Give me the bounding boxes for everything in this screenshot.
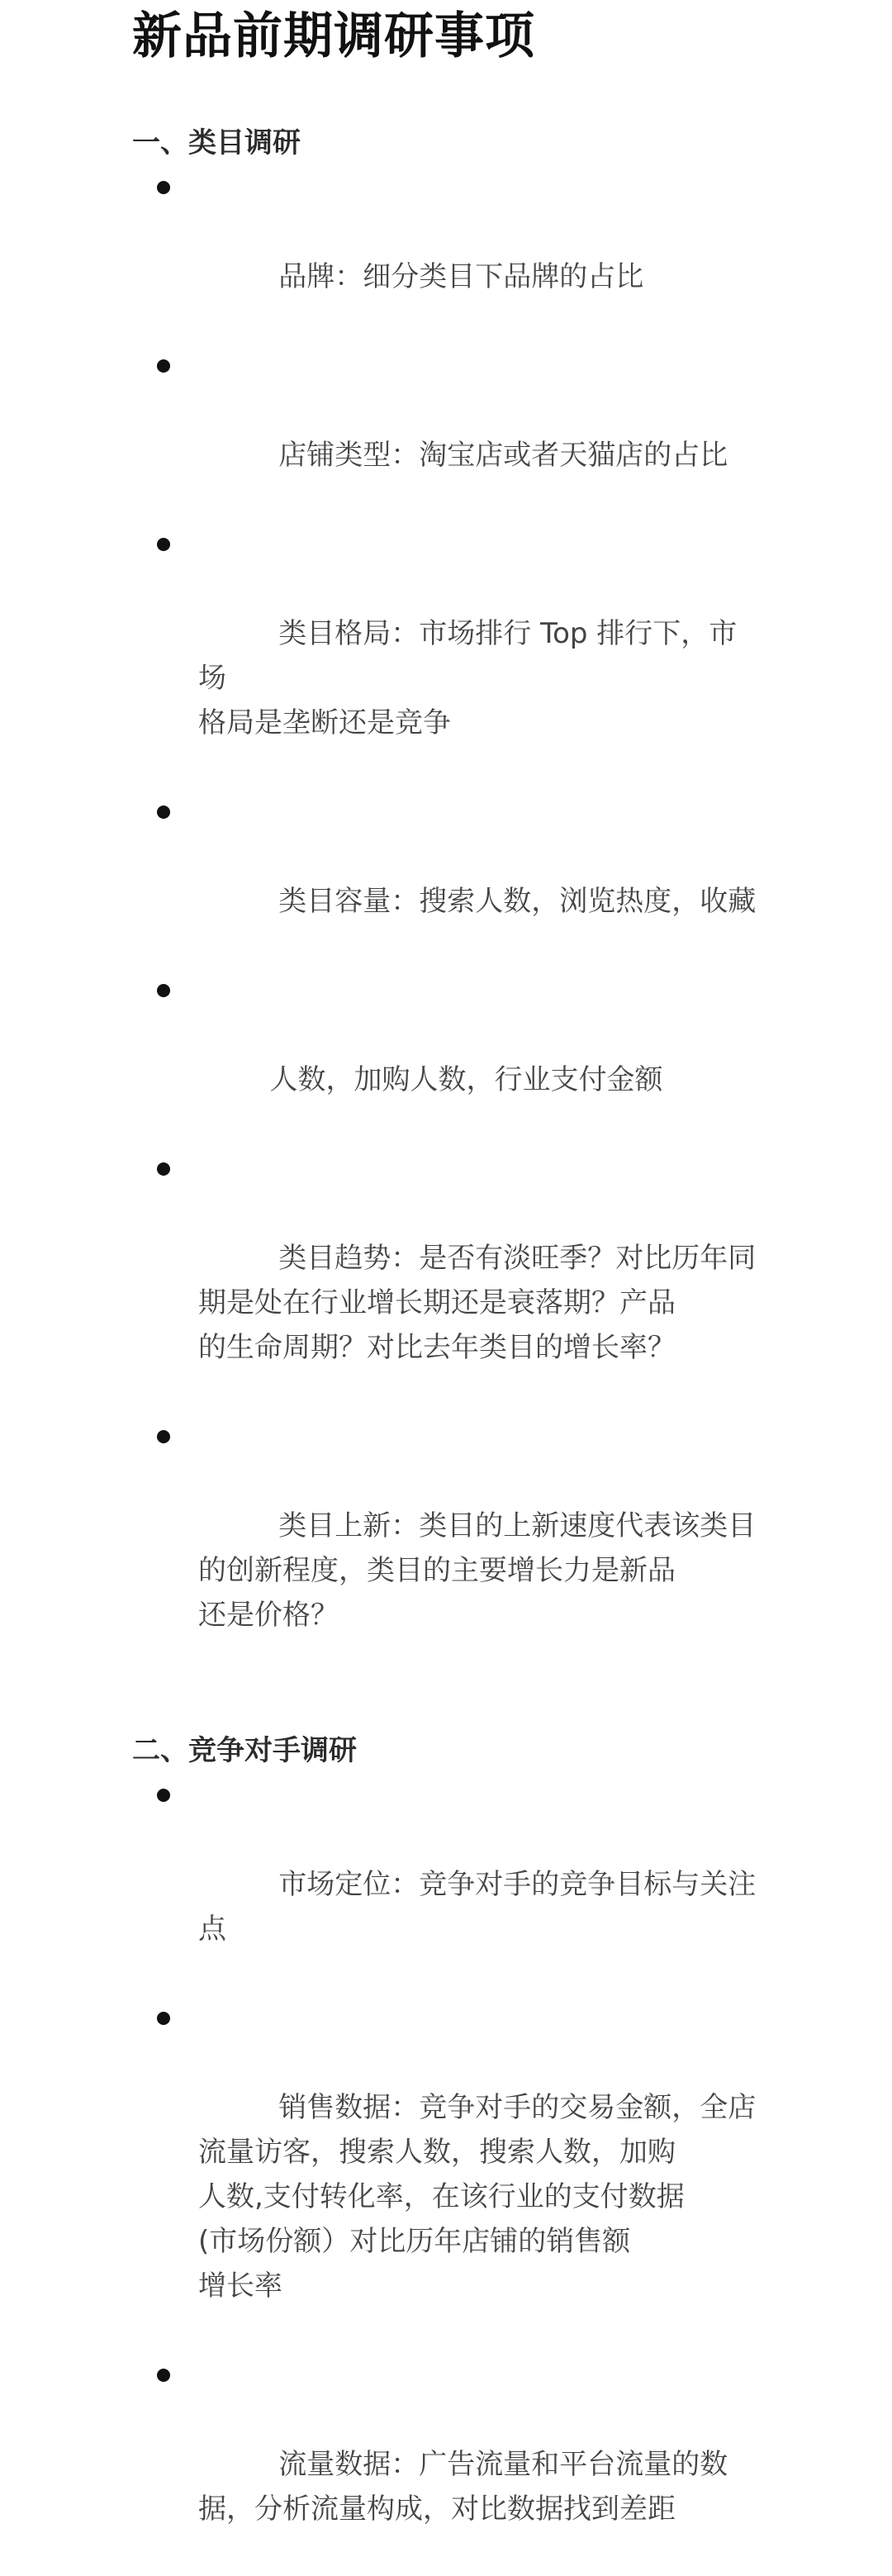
list-item-text: 人数，加购人数，行业支付金额	[269, 1063, 663, 1096]
bullet-dot-icon	[157, 359, 170, 373]
list-item	[132, 522, 760, 790]
list-item-text: 市场定位：竞争对手的竞争目标与关注 点	[198, 1868, 757, 1946]
list-item-text: 类目格局：市场排行 Top 排行下，市场 格局是垄断还是竞争	[198, 617, 738, 739]
bullet-list	[132, 1773, 760, 2576]
bullet-dot-icon	[157, 1430, 170, 1443]
section-category-research	[132, 121, 760, 1682]
bullet-dot-icon	[157, 538, 170, 551]
document-page	[132, 0, 760, 2576]
list-item-text: 类目容量：搜索人数，浏览热度，收藏	[269, 885, 757, 918]
bullet-dot-icon	[157, 2369, 170, 2382]
list-item-text: 类目上新：类目的上新速度代表该类目 的创新程度，类目的主要增长力是新品 还是价格？	[198, 1509, 757, 1632]
list-item-text: 流量数据：广告流量和平台流量的数 据，分析流量构成，对比数据找到差距	[198, 2448, 728, 2526]
bullet-dot-icon	[157, 984, 170, 997]
list-item	[132, 790, 760, 968]
section-competitor-research	[132, 1728, 760, 2576]
bullet-dot-icon	[157, 1162, 170, 1176]
list-item	[132, 344, 760, 522]
list-item-text: 销售数据：竞争对手的交易金额，全店 流量访客，搜索人数，搜索人数，加购 人数,支付转化率，在该行业的支付数据 (市场份额）对比历年店铺的销售额 增长率	[198, 2091, 757, 2303]
bullet-list	[132, 165, 760, 1682]
list-item-text: 店铺类型：淘宝店或者天猫店的占比	[269, 439, 728, 472]
bullet-dot-icon	[157, 181, 170, 194]
list-item	[132, 2353, 760, 2576]
list-item	[132, 165, 760, 344]
list-item	[132, 1414, 760, 1682]
bullet-dot-icon	[157, 806, 170, 819]
list-item-text: 类目趋势：是否有淡旺季？对比历年同 期是处在行业增长期还是衰落期？产品 的生命周期？对比去年类目的增长率？	[198, 1242, 757, 1364]
list-item	[132, 1996, 760, 2353]
list-item-text: 品牌：细分类目下品牌的占比	[269, 260, 644, 293]
page-title: 新品前期调研事项	[132, 7, 535, 65]
list-item	[132, 968, 760, 1147]
list-item	[132, 1773, 760, 1996]
section-heading: 一、类目调研	[132, 126, 301, 159]
list-item	[132, 1147, 760, 1414]
bullet-dot-icon	[157, 1789, 170, 1802]
bullet-dot-icon	[157, 2012, 170, 2025]
section-heading: 二、竞争对手调研	[132, 1734, 357, 1767]
